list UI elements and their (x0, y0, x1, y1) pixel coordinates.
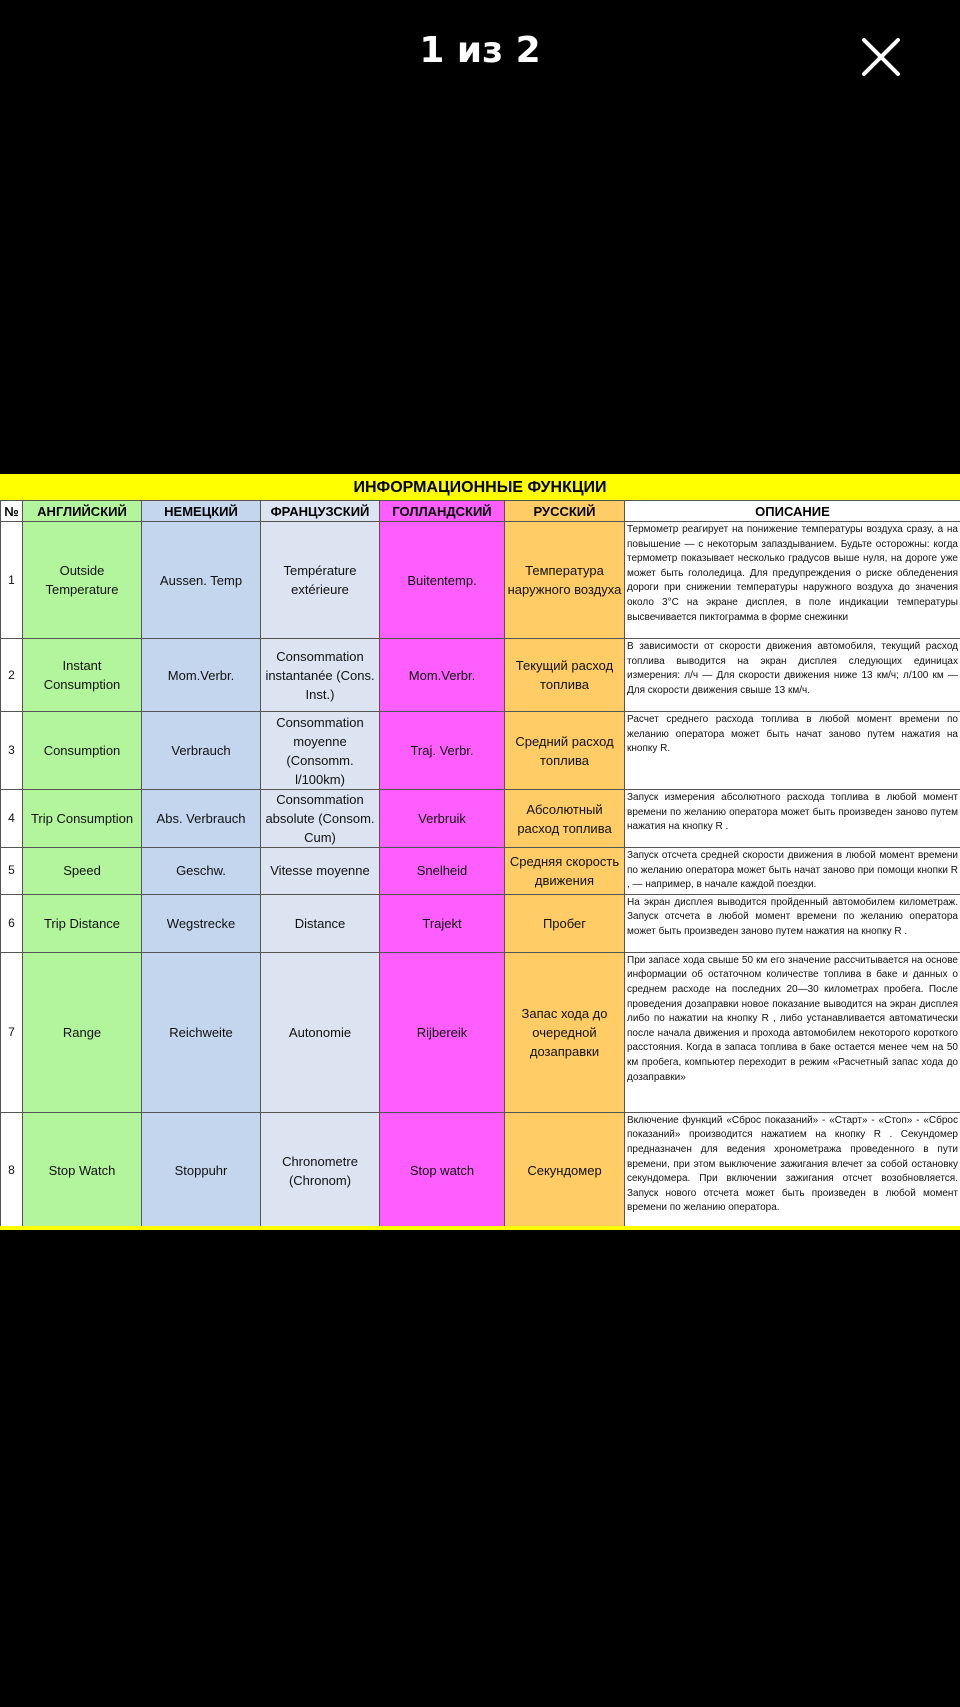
cell-russian: Запас хода до очередной дозаправки (505, 952, 625, 1112)
table-header-row (1, 501, 960, 522)
table-row (1, 639, 960, 712)
cell-german: Geschw. (142, 848, 261, 895)
cell-german: Wegstrecke (142, 894, 261, 952)
header-german: НЕМЕЦКИЙ (142, 501, 261, 522)
cell-description: Включение функций «Сброс показаний» - «Старт» - «Стоп» - «Сброс показаний» производится нажатием на кнопку R . Секундомер предназначен для ведения хронометража проведенного в пути времени, при этом выключение зажигания влечет за собой остановку секундомера. При включении зажигания отсчет возобновляется. Запуск нового отсчета может быть произведен в любой момент времени по желанию оператора. (625, 1112, 960, 1229)
row-number: 1 (1, 522, 23, 639)
cell-dutch: Buitentemp. (380, 522, 505, 639)
row-number: 3 (1, 712, 23, 790)
cell-french: Autonomie (261, 952, 380, 1112)
cell-english: Speed (23, 848, 142, 895)
row-number: 7 (1, 952, 23, 1112)
info-functions-image (0, 474, 960, 1230)
cell-english: Range (23, 952, 142, 1112)
cell-russian: Абсолютный расход топлива (505, 790, 625, 848)
cell-dutch: Stop watch (380, 1112, 505, 1229)
cell-description: В зависимости от скорости движения автомобиля, текущий расход топлива выводится на экран дисплея следующих единицах измерения: л/ч — Для скорости движения ниже 13 км/ч; л/100 км — Для скорости движения свыше 13 км/ч. (625, 639, 960, 712)
cell-french: Consommation moyenne (Consomm. l/100km) (261, 712, 380, 790)
row-number: 6 (1, 894, 23, 952)
table-row (1, 522, 960, 639)
table-row (1, 712, 960, 790)
cell-french: Consommation absolute (Consom. Cum) (261, 790, 380, 848)
info-functions-table (0, 500, 960, 1230)
cell-german: Aussen. Temp (142, 522, 261, 639)
cell-russian: Температура наружного воздуха (505, 522, 625, 639)
cell-russian: Средняя скорость движения (505, 848, 625, 895)
cell-dutch: Trajekt (380, 894, 505, 952)
cell-french: Température extérieure (261, 522, 380, 639)
cell-dutch: Rijbereik (380, 952, 505, 1112)
row-number: 5 (1, 848, 23, 895)
header-french: ФРАНЦУЗСКИЙ (261, 501, 380, 522)
cell-english: Consumption (23, 712, 142, 790)
cell-english: Outside Temperature (23, 522, 142, 639)
cell-russian: Средний расход топлива (505, 712, 625, 790)
bottom-border (0, 1226, 960, 1230)
cell-dutch: Verbruik (380, 790, 505, 848)
cell-description: Расчет среднего расхода топлива в любой момент времени по желанию оператора может быть начат заново путем нажатия на кнопку R. (625, 712, 960, 790)
cell-french: Chronometre (Chronom) (261, 1112, 380, 1229)
header-num: № (1, 501, 23, 522)
cell-dutch: Mom.Verbr. (380, 639, 505, 712)
cell-russian: Пробег (505, 894, 625, 952)
cell-german: Verbrauch (142, 712, 261, 790)
cell-dutch: Traj. Verbr. (380, 712, 505, 790)
cell-french: Consommation instantanée (Cons. Inst.) (261, 639, 380, 712)
cell-russian: Секундомер (505, 1112, 625, 1229)
cell-russian: Текущий расход топлива (505, 639, 625, 712)
table-row (1, 1112, 960, 1229)
cell-english: Trip Distance (23, 894, 142, 952)
row-number: 8 (1, 1112, 23, 1229)
cell-french: Distance (261, 894, 380, 952)
cell-description: На экран дисплея выводится пройденный автомобилем километраж. Запуск отсчета в любой момент времени по желанию оператора может быть произведен заново путем нажатия на кнопку R . (625, 894, 960, 952)
cell-german: Reichweite (142, 952, 261, 1112)
header-dutch: ГОЛЛАНДСКИЙ (380, 501, 505, 522)
header-russian: РУССКИЙ (505, 501, 625, 522)
cell-description: При запасе хода свыше 50 км его значение рассчитывается на основе информации об остаточном количестве топлива в баке и данных о среднем расходе на последних 20—30 километрах пробега. После проведения дозаправки новое показание выводится на экран дисплея либо по нажатии на кнопку R , либо устанавливается автоматически после начала движения и прохода автомобилем некоторого короткого расстояния. Когда в запаса топлива в баке остается менее чем на 50 км пробега, компьютер переходит в режим «Расчетный запас хода до дозаправки» (625, 952, 960, 1112)
table-row (1, 848, 960, 895)
image-counter: 1 из 2 (419, 30, 541, 71)
cell-description: Термометр реагирует на понижение температуры воздуха сразу, а на повышение — с некоторым запаздыванием. Будьте осторожны: когда термометр показывает несколько градусов выше нуля, на дороге уже может быть гололедица. Для предупреждения о риске обледенения дороги при снижении температуры наружного воздуха до значения около 3°С на экране дисплея, в поле индикации температуры высвечивается пиктограмма в форме снежинки (625, 522, 960, 639)
table-title: ИНФОРМАЦИОННЫЕ ФУНКЦИИ (0, 474, 960, 501)
cell-german: Mom.Verbr. (142, 639, 261, 712)
table-row (1, 894, 960, 952)
cell-english: Stop Watch (23, 1112, 142, 1229)
table-row (1, 952, 960, 1112)
cell-description: Запуск измерения абсолютного расхода топлива в любой момент времени по желанию оператора может быть произведен заново путем нажатия на кнопку R . (625, 790, 960, 848)
row-number: 2 (1, 639, 23, 712)
cell-german: Stoppuhr (142, 1112, 261, 1229)
cell-dutch: Snelheid (380, 848, 505, 895)
close-icon[interactable] (862, 38, 900, 76)
table-row (1, 790, 960, 848)
cell-french: Vitesse moyenne (261, 848, 380, 895)
cell-english: Instant Consumption (23, 639, 142, 712)
header-description: ОПИСАНИЕ (625, 501, 960, 522)
cell-german: Abs. Verbrauch (142, 790, 261, 848)
header-english: АНГЛИЙСКИЙ (23, 501, 142, 522)
row-number: 4 (1, 790, 23, 848)
cell-english: Trip Consumption (23, 790, 142, 848)
cell-description: Запуск отсчета средней скорости движения в любой момент времени по желанию оператора может быть начат заново при помощи кнопки R , — например, в начале каждой поездки. (625, 848, 960, 895)
